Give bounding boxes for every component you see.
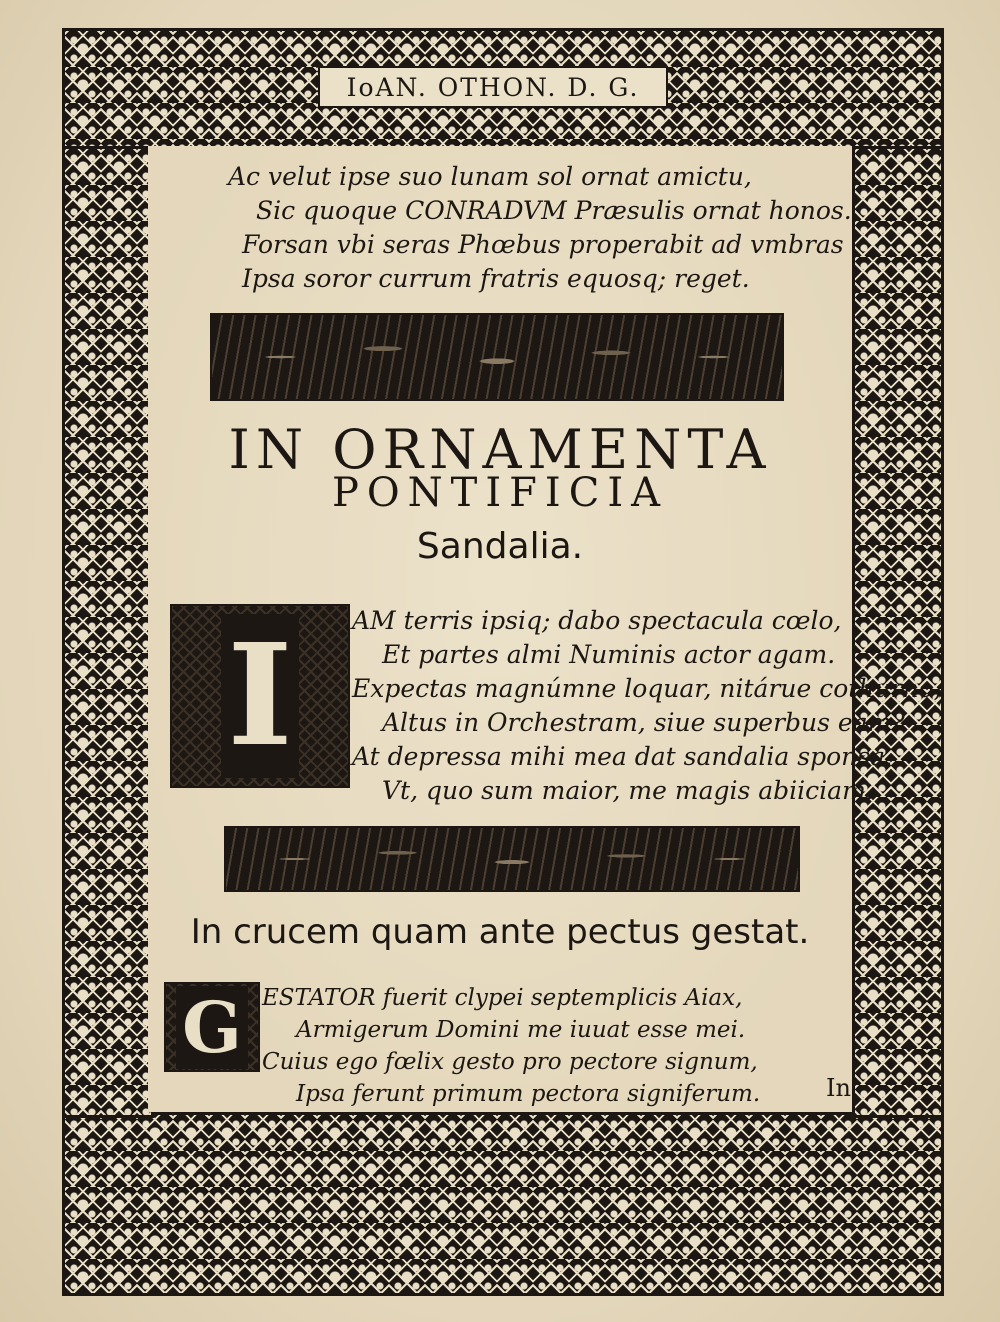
verse-line: Cuius ego fœlix gesto pro pectore signum, bbox=[262, 1049, 758, 1075]
section-title-line1: IN ORNAMENTA bbox=[228, 418, 772, 481]
verse-block-1 bbox=[228, 160, 852, 296]
catchword: In bbox=[826, 1074, 851, 1102]
verse-line: Sic quoque CONRADVM Præsulis ornat honos. bbox=[256, 196, 852, 225]
section-title-cross: In crucem quam ante pectus gestat. bbox=[190, 912, 810, 952]
verse-line: At depressa mihi mea dat sandalia sponsa; bbox=[352, 742, 894, 771]
verse-line: Armigerum Domini me iuuat esse mei. bbox=[296, 1017, 746, 1043]
decorated-initial-i bbox=[170, 604, 350, 788]
verse-block-2 bbox=[352, 604, 942, 808]
ornamental-border-left bbox=[62, 146, 154, 1118]
verse-line: Ipsa ferunt primum pectora signiferum. bbox=[296, 1081, 761, 1107]
verse-line: Expectas magnúmne loquar, nitárue cothurno, bbox=[352, 674, 942, 703]
woodcut-ornament-middle bbox=[224, 826, 800, 892]
verse-line: Vt, quo sum maior, me magis abiiciam. bbox=[382, 776, 874, 805]
section-title-line2: PONTIFICIA bbox=[331, 470, 669, 516]
verse-line: Ipsa soror currum fratris equosq; reget. bbox=[242, 264, 750, 293]
initial-letter: G bbox=[176, 986, 248, 1069]
verse-line: Forsan vbi seras Phœbus properabit ad vmbras bbox=[242, 230, 844, 259]
ornamental-border-bottom bbox=[62, 1112, 944, 1296]
running-head bbox=[318, 66, 668, 108]
section-title-line3: Sandalia. bbox=[416, 526, 584, 567]
verse-line: AM terris ipsiq; dabo spectacula cœlo, bbox=[352, 606, 842, 635]
verse-line: Ac velut ipse suo lunam sol ornat amictu, bbox=[228, 162, 752, 191]
woodcut-ornament-top bbox=[210, 313, 784, 401]
verse-line: Et partes almi Numinis actor agam. bbox=[382, 640, 836, 669]
running-head-text: IoAN. OTHON. D. G. bbox=[346, 72, 640, 102]
verse-line: Altus in Orchestram, siue superbus eam? bbox=[382, 708, 905, 737]
initial-letter: I bbox=[221, 614, 299, 778]
decorated-initial-g bbox=[164, 982, 260, 1072]
verse-line: ESTATOR fuerit clypei septemplicis Aiax, bbox=[262, 985, 743, 1011]
verse-block-3 bbox=[262, 982, 760, 1110]
